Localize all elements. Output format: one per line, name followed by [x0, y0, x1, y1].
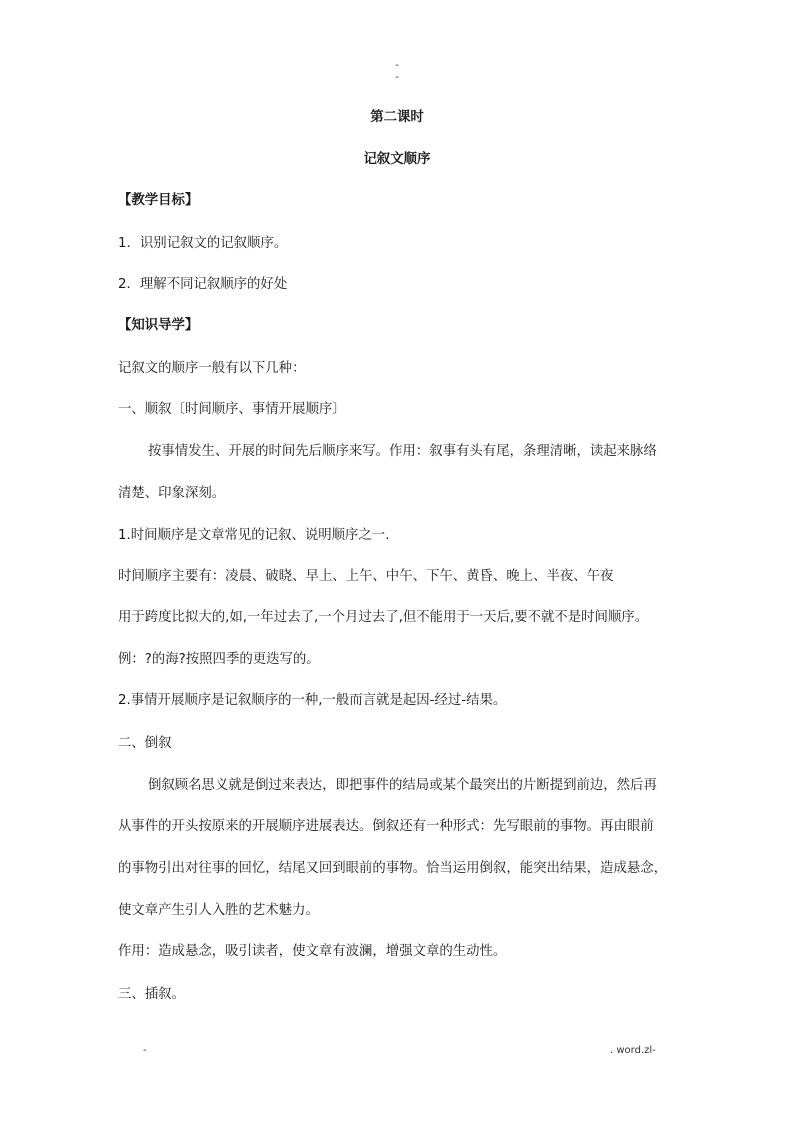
- header-mark-2: -: [395, 72, 399, 83]
- section-heading-goals: 【教学目标】: [118, 193, 199, 208]
- paragraph-flashback-effect: 作用：造成悬念，吸引读者，使文章有波澜，增强文章的生动性。: [118, 944, 507, 959]
- document-title: 第二课时: [370, 110, 424, 125]
- intro-paragraph: 记叙文的顺序一般有以下几种：: [118, 361, 306, 376]
- paragraph-flashback-line-3: 的事物引出对往事的回忆，结尾又回到眼前的事物。恰当运用倒叙，能突出结果，造成悬念，: [118, 861, 668, 876]
- footer-left-mark: -: [143, 1045, 147, 1056]
- document-subtitle: 记叙文顺序: [363, 152, 431, 167]
- paragraph-flashback-line-1: 倒叙顾名思义就是倒过来表达，即把事件的结局或某个最突出的片断提到前边，然后再: [148, 778, 657, 793]
- footer-right-mark: . word.zl-: [610, 1045, 656, 1056]
- section-heading-knowledge: 【知识导学】: [118, 318, 199, 333]
- heading-interpolation: 三、插叙。: [118, 987, 185, 1002]
- paragraph-time-words: 时间顺序主要有：凌晨、破晓、早上、上午、中午、下午、黄昏、晚上、半夜、午夜: [118, 569, 614, 584]
- paragraph-flashback-line-4: 使文章产生引人入胜的艺术魅力。: [118, 903, 319, 918]
- goal-item-1: 1．识别记叙文的记叙顺序。: [118, 236, 288, 251]
- goal-item-2: 2．理解不同记叙顺序的好处: [118, 277, 288, 292]
- paragraph-sequential-line-1: 按事情发生、开展的时间先后顺序来写。作用：叙事有头有尾，条理清晰，读起来脉络: [148, 444, 657, 459]
- paragraph-event-order: 2.事情开展顺序是记叙顺序的一种,一般而言就是起因-经过-结果。: [118, 693, 507, 708]
- paragraph-time-span: 用于跨度比拟大的,如,一年过去了,一个月过去了,但不能用于一天后,要不就不是时间顺序。: [118, 610, 649, 625]
- heading-sequential: 一、顺叙〔时间顺序、事情开展顺序〕: [118, 402, 346, 417]
- paragraph-flashback-line-2: 从事件的开头按原来的开展顺序进展表达。倒叙还有一种形式：先写眼前的事物。再由眼前: [118, 819, 654, 834]
- paragraph-example: 例：?的海?按照四季的更迭写的。: [118, 652, 320, 667]
- paragraph-sequential-line-2: 清楚、印象深刻。: [118, 486, 226, 501]
- header-mark-1: -: [395, 60, 399, 71]
- paragraph-time-order: 1.时间顺序是文章常见的记叙、说明顺序之一.: [118, 528, 390, 543]
- heading-flashback: 二、倒叙: [118, 736, 172, 751]
